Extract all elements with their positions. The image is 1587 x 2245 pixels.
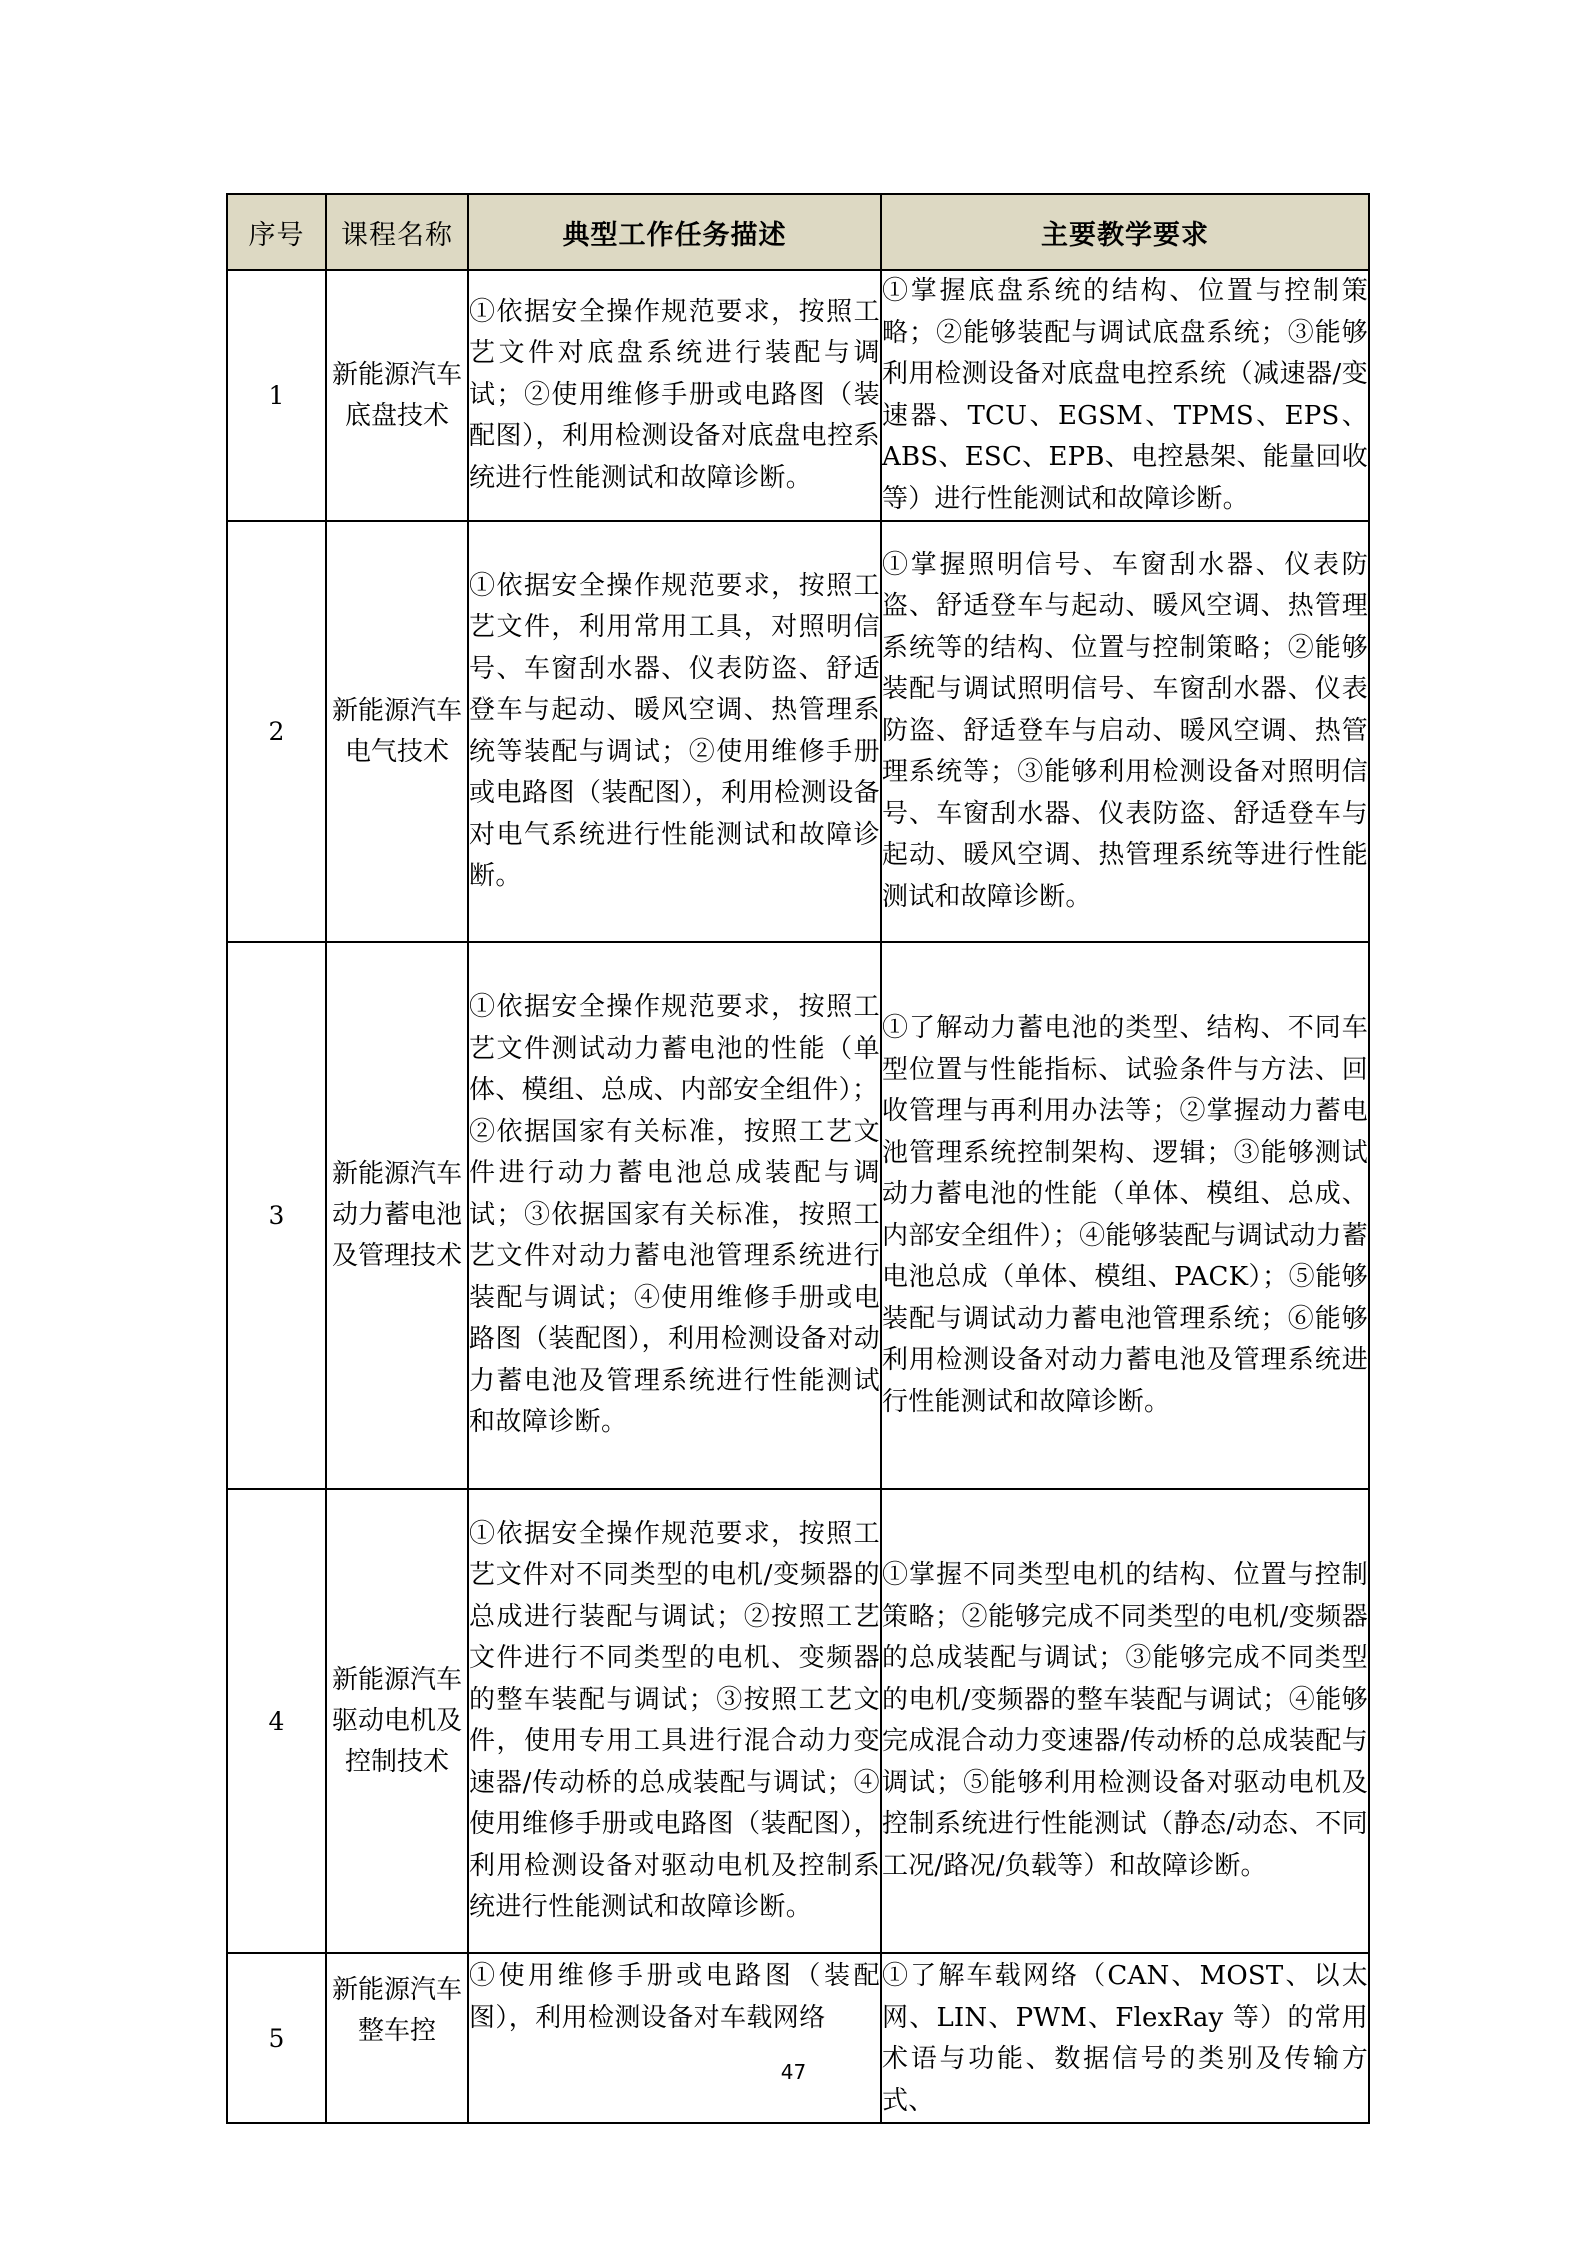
row-teaching-requirements [881,942,1369,1489]
row-task-description [468,1489,881,1953]
row-course-name: 新能源汽车驱动电机及控制技术 [326,1489,468,1953]
header-seq: 序号 [227,194,326,270]
row-course-name: 新能源汽车底盘技术 [326,270,468,521]
row-teaching-requirements [881,1953,1369,2123]
table-row [227,942,1369,1489]
row-seq: 4 [227,1489,326,1953]
row-teaching-requirements [881,1489,1369,1953]
table-row [227,270,1369,521]
description-paragraph: ①使用维修手册或电路图（装配图），利用检测设备对车载网络 [469,1961,880,2033]
requirements-paragraph: ①掌握照明信号、车窗刮水器、仪表防盗、舒适登车与起动、暖风空调、热管理系统等的结构、位置与控制策略；②能够装配与调试照明信号、车窗刮水器、仪表防盗、舒适登车与启动、暖风空调、热管理系统等；③能够利用检测设备对照明信号、车窗刮水器、仪表防盗、舒适登车与起动、暖风空调、热管理系统等进行性能测试和故障诊断。 [882,549,1368,912]
row-task-description [468,942,881,1489]
row-seq: 1 [227,270,326,521]
requirements-paragraph: ①掌握底盘系统的结构、位置与控制策略；②能够装配与调试底盘系统；③能够利用检测设备对底盘电控系统（减速器/变速器、TCU、EGSM、TPMS、EPS、ABS、ESC、EPB、电控悬架、能量回收等）进行性能测试和故障诊断。 [882,276,1368,514]
requirements-paragraph: ①了解动力蓄电池的类型、结构、不同车型位置与性能指标、试验条件与方法、回收管理与再利用办法等；②掌握动力蓄电池管理系统控制架构、逻辑；③能够测试动力蓄电池的性能（单体、模组、总成、内部安全组件）；④能够装配与调试动力蓄电池总成（单体、模组、PACK）；⑤能够装配与调试动力蓄电池管理系统；⑥能够利用检测设备对动力蓄电池及管理系统进行性能测试和故障诊断。 [882,1013,1368,1417]
header-course-name: 课程名称 [326,194,468,270]
table-row [227,1953,1369,2123]
description-paragraph: ①依据安全操作规范要求，按照工艺文件对底盘系统进行装配与调试；②使用维修手册或电路图（装配图），利用检测设备对底盘电控系统进行性能测试和故障诊断。 [469,296,880,493]
row-course-name: 新能源汽车电气技术 [326,521,468,942]
row-seq: 5 [227,1953,326,2123]
row-course-name: 新能源汽车动力蓄电池及管理技术 [326,942,468,1489]
row-task-description [468,521,881,942]
description-paragraph: ①依据安全操作规范要求，按照工艺文件，利用常用工具，对照明信号、车窗刮水器、仪表防盗、舒适登车与起动、暖风空调、热管理系统等装配与调试；②使用维修手册或电路图（装配图），利用检测设备对电气系统进行性能测试和故障诊断。 [469,570,880,891]
page-number: 47 [780,2060,807,2084]
table-row [227,1489,1369,1953]
row-task-description [468,1953,881,2123]
description-paragraph: ①依据安全操作规范要求，按照工艺文件对不同类型的电机/变频器的总成进行装配与调试；②按照工艺文件进行不同类型的电机、变频器的整车装配与调试；③按照工艺文件，使用专用工具进行混合动力变速器/传动桥的总成装配与调试；④使用维修手册或电路图（装配图），利用检测设备对驱动电机及控制系统进行性能测试和故障诊断。 [469,1518,880,1922]
row-teaching-requirements [881,521,1369,942]
row-course-name: 新能源汽车整车控 [326,1953,468,2123]
row-teaching-requirements [881,270,1369,521]
row-task-description [468,270,881,521]
requirements-paragraph: ①掌握不同类型电机的结构、位置与控制策略；②能够完成不同类型的电机/变频器的总成装配与调试；③能够完成不同类型的电机/变频器的整车装配与调试；④能够完成混合动力变速器/传动桥的总成装配与调试；⑤能够利用检测设备对驱动电机及控制系统进行性能测试（静态/动态、不同工况/路况/负载等）和故障诊断。 [882,1560,1368,1881]
requirements-paragraph: ①了解车载网络（CAN、MOST、以太网、LIN、PWM、FlexRay 等）的常用术语与功能、数据信号的类别及传输方式、 [882,1961,1368,2116]
description-paragraph: ①依据安全操作规范要求，按照工艺文件测试动力蓄电池的性能（单体、模组、总成、内部安全组件）； [469,992,880,1106]
course-table [226,193,1370,2124]
row-seq: 3 [227,942,326,1489]
header-task-description: 典型工作任务描述 [468,194,881,270]
row-seq: 2 [227,521,326,942]
table-row [227,521,1369,942]
header-teaching-requirements: 主要教学要求 [881,194,1369,270]
table-header-row [227,194,1369,270]
description-paragraph: ②依据国家有关标准，按照工艺文件进行动力蓄电池总成装配与调试；③依据国家有关标准，按照工艺文件对动力蓄电池管理系统进行装配与调试；④使用维修手册或电路图（装配图），利用检测设备对动力蓄电池及管理系统进行性能测试和故障诊断。 [469,1116,880,1438]
